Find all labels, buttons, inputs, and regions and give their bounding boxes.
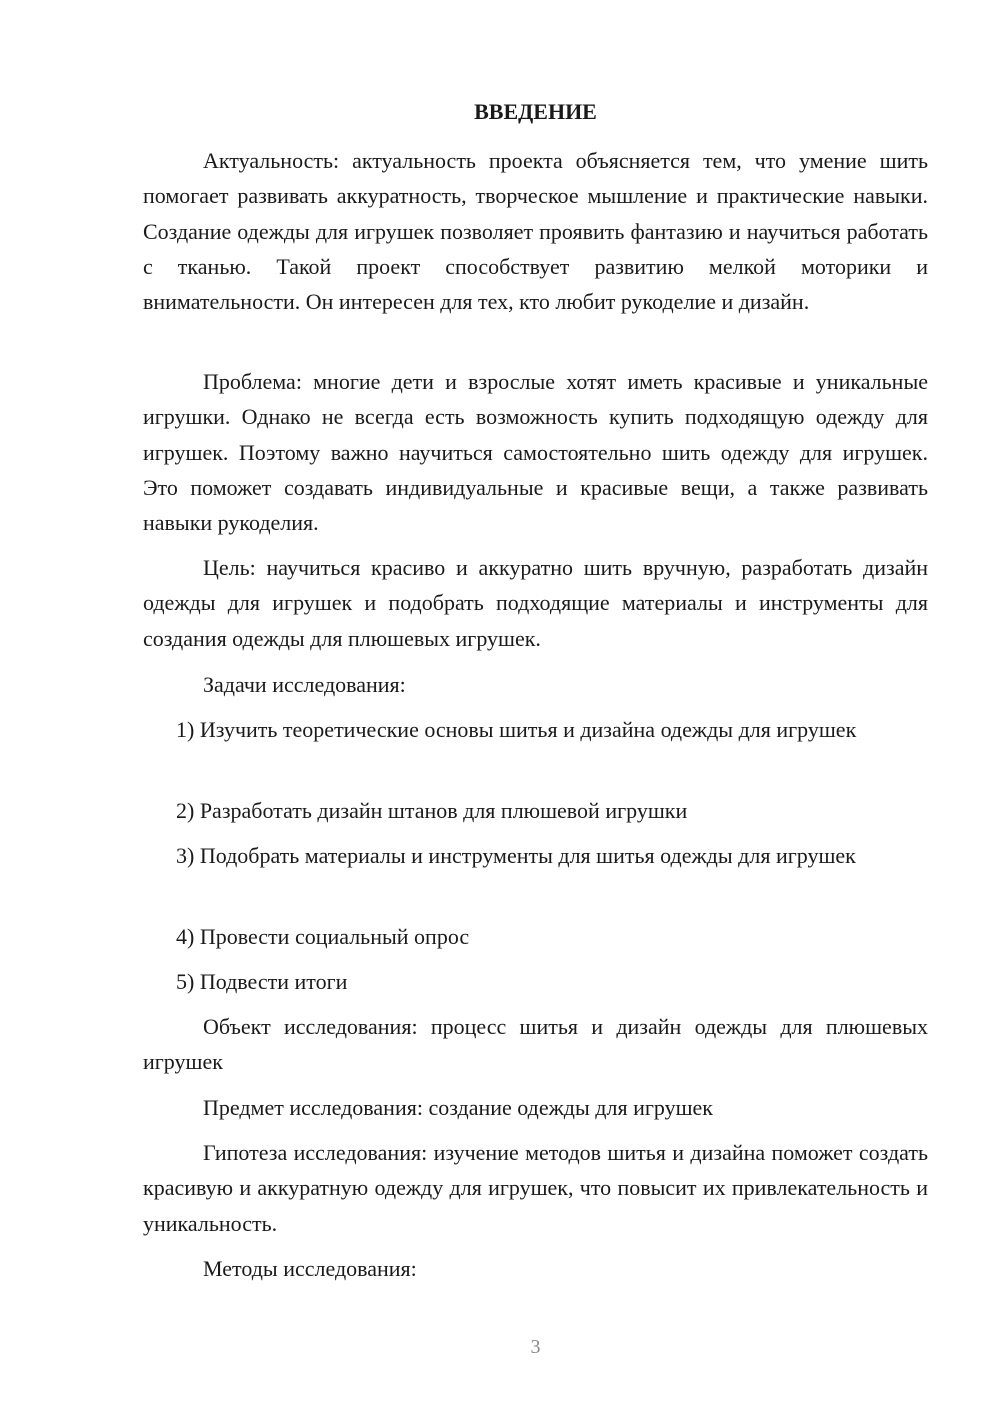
tasks-heading: Задачи исследования: <box>203 672 406 697</box>
relevance-paragraph: Актуальность: актуальность проекта объясняется тем, что умение шить помогает развивать аккуратность, творческое мышление и практические навыки. Создание одежды для игрушек позволяет проявить фантазию и научиться работать с тканью. Такой проект способствует развитию мелкой моторики и внимательности. Он интересен для тех, кто любит рукоделие и дизайн. <box>143 148 928 315</box>
object-paragraph: Объект исследования: процесс шитья и дизайн одежды для плюшевых игрушек <box>143 1014 928 1075</box>
methods-heading: Методы исследования: <box>203 1256 417 1281</box>
hypothesis-paragraph: Гипотеза исследования: изучение методов шитья и дизайна поможет создать красивую и аккуратную одежду для игрушек, что повысит их привлекательность и уникальность. <box>143 1140 928 1236</box>
task-item: 3) Подобрать материалы и инструменты для шитья одежды для игрушек <box>176 843 856 868</box>
subject-paragraph: Предмет исследования: создание одежды для игрушек <box>203 1095 713 1120</box>
page-number: 3 <box>530 1336 541 1358</box>
task-item: 5) Подвести итоги <box>176 969 348 994</box>
problem-paragraph: Проблема: многие дети и взрослые хотят иметь красивые и уникальные игрушки. Однако не всегда есть возможность купить подходящую одежду для игрушек. Поэтому важно научиться самостоятельно шить одежду для игрушек. Это поможет создавать индивидуальные и красивые вещи, а также развивать навыки рукоделия. <box>143 369 928 536</box>
task-item: 1) Изучить теоретические основы шитья и дизайна одежды для игрушек <box>176 717 857 742</box>
page-title: ВВЕДЕНИЕ <box>474 99 597 124</box>
goal-paragraph: Цель: научиться красиво и аккуратно шить вручную, разработать дизайн одежды для игрушек и подобрать подходящие материалы и инструменты для создания одежды для плюшевых игрушек. <box>143 555 928 651</box>
task-item: 4) Провести социальный опрос <box>176 924 470 949</box>
document-page <box>143 0 928 1414</box>
task-item: 2) Разработать дизайн штанов для плюшевой игрушки <box>176 798 688 823</box>
